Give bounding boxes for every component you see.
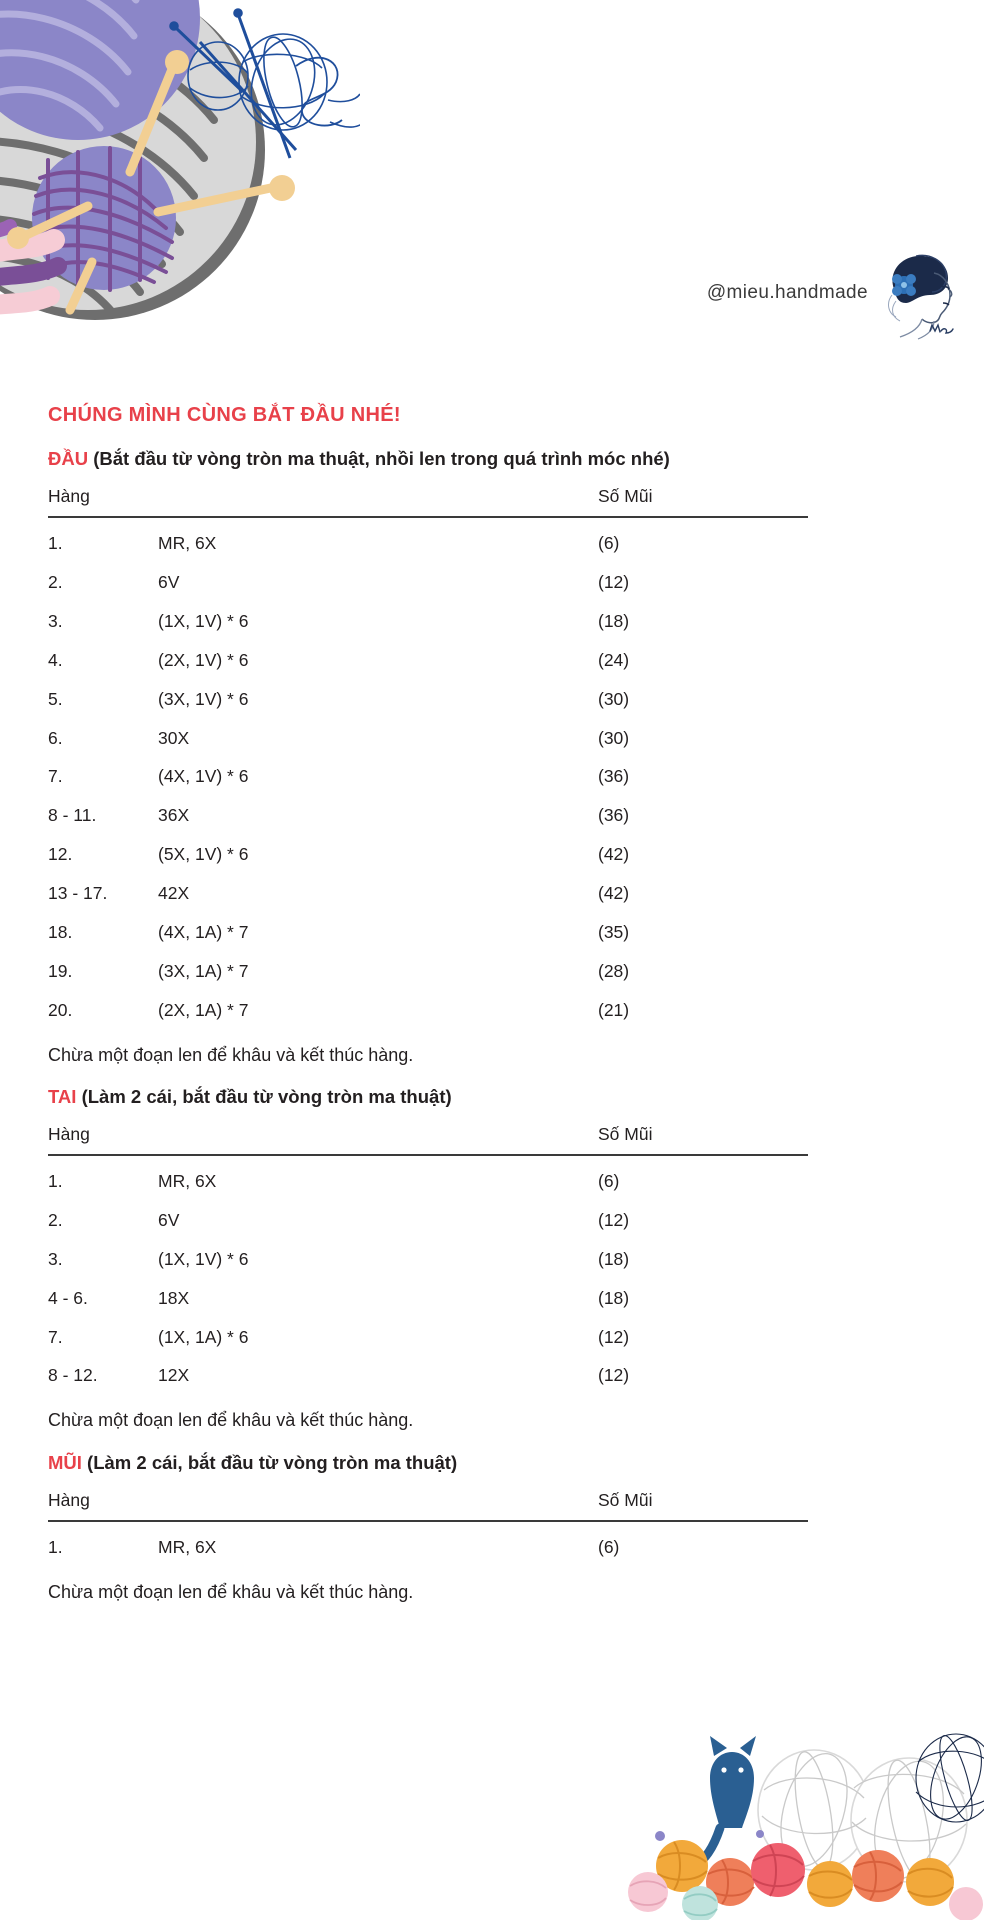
row-number-cell: 13 - 17. xyxy=(48,883,108,903)
pattern-section xyxy=(48,1085,808,1433)
row-number-cell: 2. xyxy=(48,572,63,592)
section-part-name: TAI xyxy=(48,1085,77,1107)
column-header-count: Số Mũi xyxy=(598,1124,808,1155)
table-row xyxy=(48,952,808,991)
stitch-count-cell: (36) xyxy=(598,766,630,787)
section-part-note: (Bắt đầu từ vòng tròn ma thuật, nhồi len trong quá trình móc nhé) xyxy=(88,448,670,469)
row-number-cell: 4. xyxy=(48,649,63,670)
instruction-cell: (4X, 1A) * 7 xyxy=(158,921,249,942)
instruction-cell: (5X, 1V) * 6 xyxy=(158,844,249,865)
stitch-count-cell: (6) xyxy=(598,1171,620,1192)
table-row xyxy=(48,757,808,796)
column-header-row: Hàng xyxy=(48,486,158,517)
table-row xyxy=(48,1318,808,1357)
row-number-cell: 19. xyxy=(48,960,73,981)
pattern-section xyxy=(48,1451,808,1604)
pattern-content xyxy=(48,404,808,1622)
instruction-cell: 36X xyxy=(158,805,190,826)
brand-handle: @mieu.handmade xyxy=(706,282,868,303)
instruction-cell: (3X, 1A) * 7 xyxy=(158,960,249,981)
table-row xyxy=(48,563,808,602)
stitch-count-cell: (21) xyxy=(598,999,630,1020)
column-header-row: Hàng xyxy=(48,1490,158,1521)
stitch-count-cell: (12) xyxy=(598,1365,630,1386)
row-number-cell: 18. xyxy=(48,921,73,942)
table-row xyxy=(48,1201,808,1240)
stitch-count-cell: (42) xyxy=(598,883,630,903)
instruction-cell: (1X, 1V) * 6 xyxy=(158,1248,249,1269)
column-header-instruction xyxy=(158,1490,598,1521)
table-row xyxy=(48,719,808,758)
instruction-cell: 6V xyxy=(158,1209,180,1230)
row-number-cell: 5. xyxy=(48,688,63,709)
yarn-illustration-top-left xyxy=(0,0,360,340)
stitch-count-cell: (12) xyxy=(598,572,630,592)
instruction-cell: MR, 6X xyxy=(158,1171,217,1192)
table-row xyxy=(48,1521,808,1567)
section-closing-note: Chừa một đoạn len để khâu và kết thúc hàng. xyxy=(48,1581,414,1602)
yarn-cat-illustration-bottom-right xyxy=(564,1670,984,1920)
table-row xyxy=(48,1279,808,1318)
stitch-count-cell: (12) xyxy=(598,1326,630,1347)
stitch-count-cell: (18) xyxy=(598,610,630,631)
row-number-cell: 8 - 12. xyxy=(48,1365,98,1386)
pattern-table xyxy=(48,1490,808,1567)
table-row xyxy=(48,874,808,913)
row-number-cell: 12. xyxy=(48,844,73,865)
pattern-table xyxy=(48,1124,808,1395)
table-header-row xyxy=(48,1124,808,1155)
row-number-cell: 20. xyxy=(48,999,73,1020)
table-row xyxy=(48,1240,808,1279)
stitch-count-cell: (6) xyxy=(598,1536,620,1557)
row-number-cell: 3. xyxy=(48,1248,63,1269)
section-closing-note: Chừa một đoạn len để khâu và kết thúc hàng. xyxy=(48,1044,414,1065)
column-header-count: Số Mũi xyxy=(598,1490,808,1521)
table-row xyxy=(48,913,808,952)
row-number-cell: 1. xyxy=(48,1536,63,1557)
section-part-name: MŨI xyxy=(48,1451,82,1473)
table-row xyxy=(48,796,808,835)
instruction-cell: 18X xyxy=(158,1287,190,1308)
instruction-cell: 6V xyxy=(158,572,180,592)
instruction-cell: (3X, 1V) * 6 xyxy=(158,688,249,709)
table-row xyxy=(48,1356,808,1395)
table-row xyxy=(48,991,808,1030)
stitch-count-cell: (24) xyxy=(598,649,630,670)
stitch-count-cell: (42) xyxy=(598,844,630,865)
section-title xyxy=(48,1085,808,1108)
section-part-name: ĐẦU xyxy=(48,448,89,469)
instruction-cell: MR, 6X xyxy=(158,1536,217,1557)
instruction-cell: 12X xyxy=(158,1365,190,1386)
row-number-cell: 7. xyxy=(48,1326,63,1347)
instruction-cell: (2X, 1A) * 7 xyxy=(158,999,249,1020)
stitch-count-cell: (35) xyxy=(598,921,630,942)
row-number-cell: 4 - 6. xyxy=(48,1287,88,1308)
pattern-section xyxy=(48,447,808,1067)
stitch-count-cell: (12) xyxy=(598,1209,630,1230)
instruction-cell: (2X, 1V) * 6 xyxy=(158,649,249,670)
section-part-note: (Làm 2 cái, bắt đầu từ vòng tròn ma thuật) xyxy=(81,1451,458,1473)
row-number-cell: 1. xyxy=(48,533,63,554)
row-number-cell: 2. xyxy=(48,1209,63,1230)
stitch-count-cell: (36) xyxy=(598,805,630,826)
sections-container xyxy=(48,447,808,1604)
table-row xyxy=(48,641,808,680)
instruction-cell: (4X, 1V) * 6 xyxy=(158,766,249,787)
stitch-count-cell: (6) xyxy=(598,533,620,554)
brand-watermark xyxy=(707,245,964,341)
instruction-cell: 42X xyxy=(158,883,190,903)
table-header-row xyxy=(48,486,808,517)
instruction-cell: (1X, 1V) * 6 xyxy=(158,610,249,631)
column-header-instruction xyxy=(158,1124,598,1155)
section-closing-note: Chừa một đoạn len để khâu và kết thúc hàng. xyxy=(48,1410,414,1431)
table-row xyxy=(48,602,808,641)
table-row xyxy=(48,680,808,719)
pattern-table xyxy=(48,486,808,1029)
column-header-row: Hàng xyxy=(48,1124,158,1155)
section-title xyxy=(48,447,808,470)
instruction-cell: (1X, 1A) * 6 xyxy=(158,1326,249,1347)
stitch-count-cell: (30) xyxy=(598,688,630,709)
stitch-count-cell: (30) xyxy=(598,727,630,748)
instruction-cell: 30X xyxy=(158,727,190,748)
page-title: CHÚNG MÌNH CÙNG BẮT ĐẦU NHÉ! xyxy=(48,404,401,426)
row-number-cell: 3. xyxy=(48,610,63,631)
table-row xyxy=(48,1155,808,1201)
column-header-count: Số Mũi xyxy=(598,486,808,517)
table-header-row xyxy=(48,1490,808,1521)
table-row xyxy=(48,517,808,563)
stitch-count-cell: (18) xyxy=(598,1287,630,1308)
stitch-count-cell: (18) xyxy=(598,1248,630,1269)
row-number-cell: 6. xyxy=(48,727,63,748)
row-number-cell: 7. xyxy=(48,766,63,787)
row-number-cell: 8 - 11. xyxy=(48,805,97,826)
table-row xyxy=(48,835,808,874)
woman-profile-logo-icon xyxy=(882,245,964,341)
section-part-note: (Làm 2 cái, bắt đầu từ vòng tròn ma thuật) xyxy=(76,1085,452,1107)
instruction-cell: MR, 6X xyxy=(158,533,217,554)
row-number-cell: 1. xyxy=(48,1171,63,1192)
column-header-instruction xyxy=(158,486,598,517)
section-title xyxy=(48,1451,808,1474)
stitch-count-cell: (28) xyxy=(598,960,630,981)
